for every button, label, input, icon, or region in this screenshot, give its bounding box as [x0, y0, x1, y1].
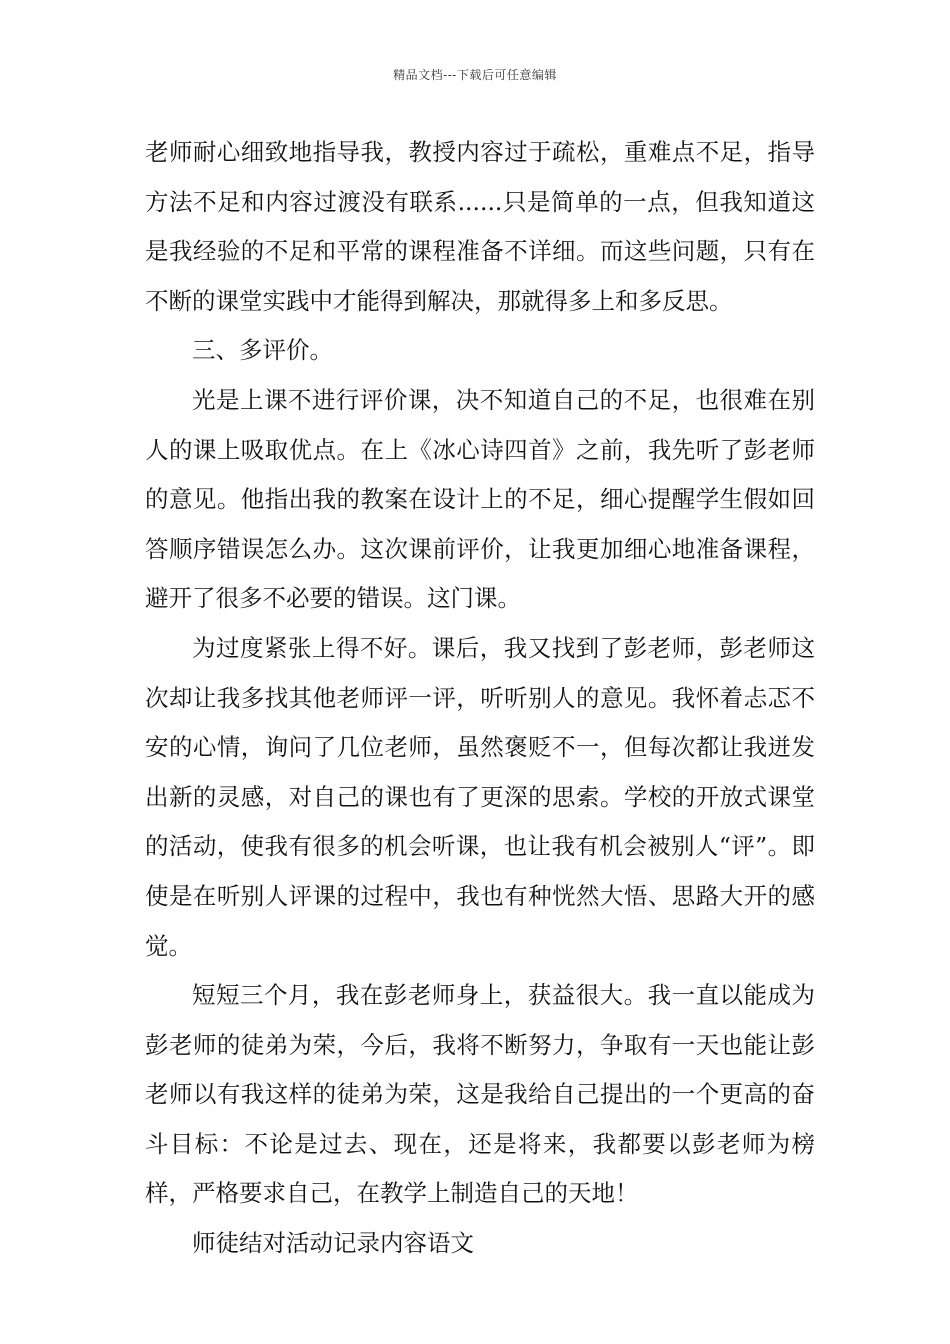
paragraph-after-class: 为过度紧张上得不好。课后，我又找到了彭老师，彭老师这次却让我多找其他老师评一评，听听别人的意见。我怀着忐忑不安的心情，询问了几位老师，虽然褒贬不一，但每次都让我迸发出新的灵感，对自己的课也有了更深的思索。学校的开放式课堂的活动，使我有很多的机会听课，也让我有机会被别人“评”。即使是在听别人评课的过程中，我也有种恍然大悟、思路大开的感觉。	[145, 633, 815, 960]
paragraph-summary: 短短三个月，我在彭老师身上，获益很大。我一直以能成为彭老师的徒弟为荣，今后，我将不断努力，争取有一天也能让彭老师以有我这样的徒弟为荣，这是我给自己提出的一个更高的奋斗目标：不论是过去、现在，还是将来，我都要以彭老师为榜样，严格要求自己，在教学上制造自己的天地！	[145, 981, 815, 1208]
document-body	[145, 128, 815, 1269]
paragraph-continued: 老师耐心细致地指导我，教授内容过于疏松，重难点不足，指导方法不足和内容过渡没有联系......只是简单的一点，但我知道这是我经验的不足和平常的课程准备不详细。而这些问题，只有在不断的课堂实践中才能得到解决，那就得多上和多反思。	[145, 138, 815, 315]
section-heading-three: 三、多评价。	[192, 336, 333, 365]
page-header: 精品文档---下载后可任意编辑	[393, 68, 557, 82]
paragraph-evaluation: 光是上课不进行评价课，决不知道自己的不足，也很难在别人的课上吸取优点。在上《冰心诗四首》之前，我先听了彭老师的意见。他指出我的教案在设计上的不足，细心提醒学生假如回答顺序错误怎么办。这次课前评价，让我更加细心地准备课程，避开了很多不必要的错误。这门课。	[145, 385, 815, 613]
next-article-title: 师徒结对活动记录内容语文	[192, 1229, 474, 1258]
